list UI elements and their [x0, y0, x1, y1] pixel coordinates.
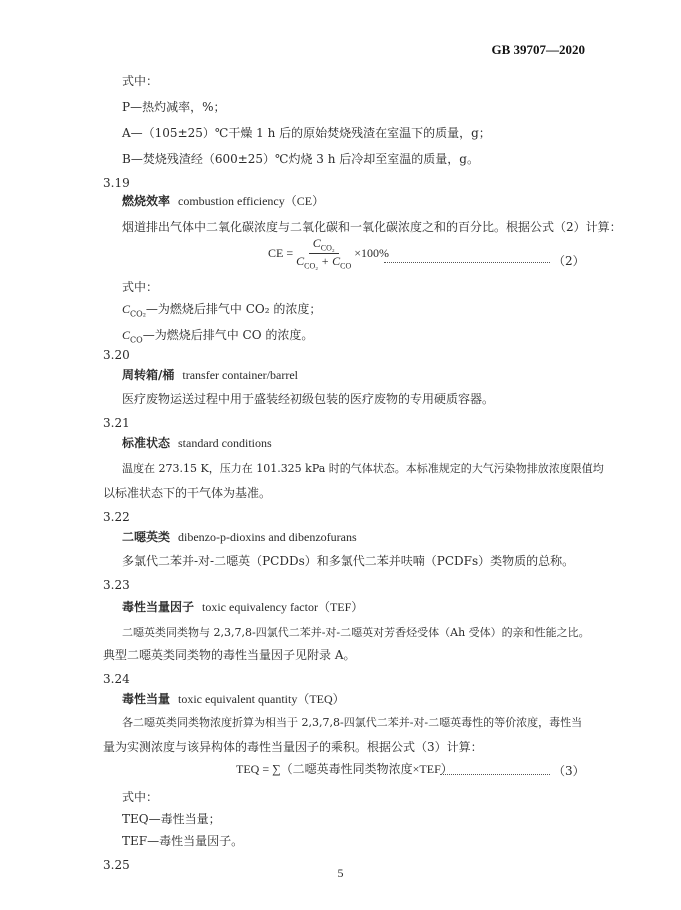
section-number-3-20: 3.20 — [103, 348, 130, 362]
where-label: 式中： — [122, 74, 159, 88]
section-number-3-22: 3.22 — [103, 510, 130, 524]
definition-3-21-line1: 温度在 273.15 K，压力在 101.325 kPa 时的气体状态。本标准规定的大气污染物排放浓度限值均 — [122, 462, 604, 475]
formula-lhs: CE = — [268, 245, 294, 260]
term-heading-3-21: 标准状态 standard conditions — [122, 436, 272, 450]
formula-number-3: （3） — [553, 764, 585, 778]
section-number-3-24: 3.24 — [103, 672, 130, 686]
term-heading-3-19 — [122, 194, 324, 208]
c-co-line: $C_{CO}—$为燃烧后排气中 CO 的浓度。 — [122, 328, 314, 345]
definition-3-23-line1: 二噁英类同类物与 2,3,7,8-四氯代二苯并-对-二噁英对芳香烃受体（Ah 受体）的亲和性能之比。 — [122, 626, 590, 639]
formula-tail: ×100% — [354, 245, 390, 260]
teq-line: TEQ—毒性当量； — [122, 812, 221, 826]
definition-3-23-line2: 典型二噁英类同类物的毒性当量因子见附录 A。 — [103, 648, 356, 662]
term-heading-3-23: 毒性当量因子 toxic equivalency factor（TEF） — [122, 600, 364, 614]
formula-fraction: $\frac{C_{CO_2}}{C_{CO_2} + C_{CO}}$ — [296, 236, 352, 270]
formula-dot-leader — [440, 774, 550, 775]
formula-3: TEQ = ∑（二噁英毒性同类物浓度×TEF） — [236, 762, 453, 776]
c-co2-line: $C_{CO_2}—$为燃烧后排气中 CO₂ 的浓度； — [122, 302, 322, 319]
b-variable-line: B—焚烧残渣经（600±25）℃灼烧 3 h 后冷却至室温的质量，g。 — [122, 152, 479, 166]
term-heading-3-20: 周转箱/桶 transfer container/barrel — [122, 368, 298, 382]
formula-dot-leader — [384, 262, 550, 263]
section-number-3-21: 3.21 — [103, 416, 130, 430]
tef-line: TEF—毒性当量因子。 — [122, 834, 244, 848]
definition-3-21-line2: 以标准状态下的干气体为基准。 — [103, 486, 272, 500]
where-label: 式中： — [122, 790, 159, 804]
definition-3-24-line1: 各二噁英类同类物浓度折算为相当于 2,3,7,8-四氯代二苯并-对-二噁英毒性的等价浓度，毒性当 — [122, 716, 583, 729]
p-variable-line: P—热灼减率，%； — [122, 100, 226, 114]
definition-3-19: 烟道排出气体中二氧化碳浓度与二氧化碳和一氧化碳浓度之和的百分比。根据公式（2）计算： — [122, 220, 622, 234]
term-cn: 燃烧效率 — [122, 194, 171, 208]
formula-number-2: （2） — [553, 254, 585, 268]
section-number-3-23: 3.23 — [103, 578, 130, 592]
section-number-3-25: 3.25 — [103, 858, 130, 872]
page-number: 5 — [337, 866, 344, 880]
standard-number-header: GB 39707—2020 — [491, 42, 585, 57]
term-heading-3-22: 二噁英类 dibenzo-p-dioxins and dibenzofurans — [122, 530, 357, 544]
term-en: combustion efficiency（CE） — [178, 194, 325, 208]
term-heading-3-24: 毒性当量 toxic equivalent quantity（TEQ） — [122, 692, 345, 706]
formula-2 — [268, 236, 389, 270]
definition-3-22: 多氯代二苯并-对-二噁英（PCDDs）和多氯代二苯并呋喃（PCDFs）类物质的总称。 — [122, 554, 575, 568]
where-label: 式中： — [122, 280, 159, 294]
definition-3-24-line2: 量为实测浓度与该异构体的毒性当量因子的乘积。根据公式（3）计算： — [103, 740, 483, 754]
section-number-3-19: 3.19 — [103, 176, 130, 190]
a-variable-line: A—（105±25）℃干燥 1 h 后的原始焚烧残渣在室温下的质量，g； — [122, 126, 491, 140]
definition-3-20: 医疗废物运送过程中用于盛装经初级包装的医疗废物的专用硬质容器。 — [122, 392, 495, 406]
